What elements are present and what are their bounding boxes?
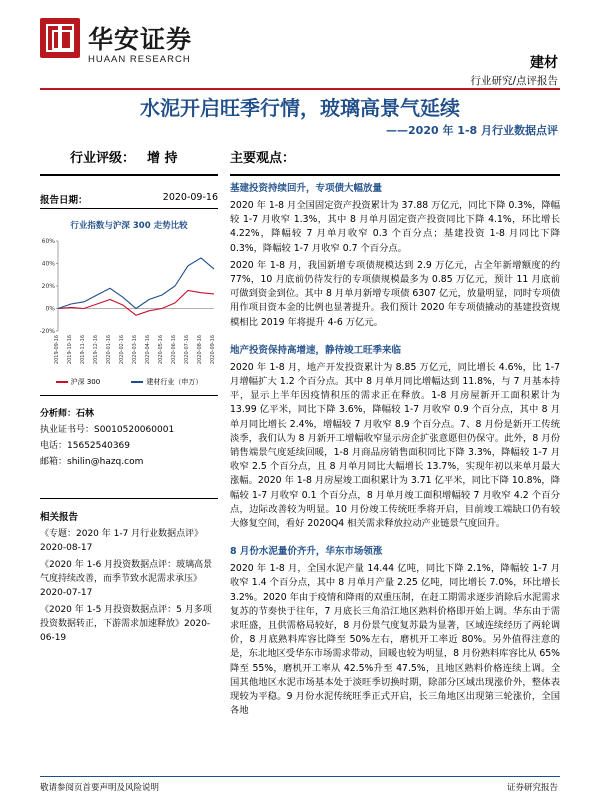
section-paragraph: 2020 年 1-8 月，我国新增专项债规模达到 2.9 万亿元，占全年新增额度的约 77%，10 月底前仍待发行的专项债规模最多为 0.85 万亿元，预计 11 月底前可做到资金到位。其中 8 月单月新增专项债 6307 亿元，放量明显，同时专项债用作项目资本金的比例也显著提升。我们预计 2020 年专项债撬动的基建投资规模相比 2019 年将提升 4-6 万亿元。 bbox=[230, 259, 560, 328]
x-tick-label: 2020-05-16 bbox=[158, 335, 164, 365]
related-reports-heading: 相关报告 bbox=[40, 512, 79, 523]
rating-value: 增 持 bbox=[147, 151, 178, 166]
cert-row bbox=[40, 422, 218, 438]
rating-divider bbox=[40, 174, 218, 176]
related-report-item[interactable] bbox=[40, 527, 218, 555]
chart-title: 行业指数与沪深 300 走势比较 bbox=[70, 221, 188, 231]
y-tick-label: 0% bbox=[45, 305, 55, 313]
x-tick-label: 2020-07-16 bbox=[184, 335, 190, 365]
header-divider bbox=[40, 88, 560, 90]
cert-label: 执业证书号： bbox=[40, 425, 95, 435]
phone-row bbox=[40, 438, 218, 454]
report-date-value: 2020-09-16 bbox=[162, 192, 218, 203]
legend-swatch-building-materials bbox=[131, 381, 143, 383]
email-address[interactable]: shilin@hazq.com bbox=[67, 457, 144, 467]
x-tick-label: 2019-09-16 bbox=[54, 335, 60, 365]
series-line-1 bbox=[58, 258, 214, 309]
sidebar-column bbox=[40, 148, 218, 648]
legend-item-building-materials bbox=[131, 377, 202, 387]
legend-item-hs300 bbox=[56, 377, 101, 387]
phone-number: 15652540369 bbox=[67, 441, 131, 451]
seal-icon bbox=[40, 18, 80, 58]
analyst-name: 石林 bbox=[76, 409, 95, 419]
document-type: 行业研究/点评报告 bbox=[470, 75, 558, 87]
section-paragraph: 2020 年 1-8 月，地产开发投资累计为 8.85 万亿元，同比增长 4.6%，比 1-7 月增幅扩大 1.2 个百分点。其中 8 月单月同比增幅达到 11.8%，与 7 月基本持平，显示上半年因疫情积压的需求正在释放。1-8 月房屋新开工面积累计为 13.99 亿平米，同比下降 3.6%，降幅较 1-7 月收窄 0.9 个百分点，其中 8 月单月同比增长 2.4%，增幅较 7 月收窄 8.9 个百分点。7、8 月份是新开工传统淡季，我们认为 8 月新开工增幅收窄显示房企扩张意愿但仍保守。此外，8 月份销售端景气度延续回暖，1-8 月商品房销售面积同比下降 3.3%，降幅较 1-7 月收窄 2.5 个百分点，且 8 月单月同比大幅增长 13.7%，实现年初以来单月最大涨幅。2020 年 1-8 月房屋竣工面积累计为 3.71 亿平米，同比下降 10.8%，降幅较 1-7 月收窄 0.1 个百分点，8 月单月竣工面积增幅较 7 月收窄 4.2 个百分点，边际改善较为明显。10 月份竣工传统旺季将开启，目前竣工端缺口仍有较大修复空间，看好 2020Q4 相关需求释放拉动产业链景气度回升。 bbox=[230, 361, 560, 530]
related-report-title: 《专题：2020 年 1-7 月行业数据点评》 bbox=[40, 529, 204, 539]
footer-disclaimer: 敬请参阅页首要声明及风险说明 bbox=[40, 783, 160, 793]
x-tick-label: 2020-02-16 bbox=[119, 335, 125, 365]
main-content bbox=[230, 148, 560, 719]
index-chart-svg bbox=[40, 235, 218, 375]
footer-company: 证券研究报告 bbox=[506, 783, 558, 793]
report-date bbox=[40, 192, 218, 206]
x-tick-label: 2019-11-16 bbox=[80, 335, 86, 365]
x-tick-label: 2019-12-16 bbox=[93, 335, 99, 365]
y-tick-label: -20% bbox=[40, 328, 55, 335]
report-subtitle: ——2020 年 1-8 月行业数据点评 bbox=[386, 124, 558, 137]
rating-label: 行业评级： bbox=[70, 151, 136, 166]
section-paragraph: 2020 年 1-8 月，全国水泥产量 14.44 亿吨，同比下降 2.1%，降幅较 1-7 月收窄 1.4 个百分点，其中 8 月单月产量 2.25 亿吨，同比增长 7.0%，环比增长 3.2%。2020 年由于疫情和降雨的双重压制，在赶工期需求逐步消除后水泥需求复苏的节奏快于往年，7 月底长三角沿江地区熟料价格即开始上调。华东由于需求旺盛，且供需格局较好，8 月份景气度复苏最为显著，区域连续经历了两轮调价，8 月底熟料库容比降至 50%左右，磨机开工率近 80%。另外值得注意的是，东北地区受华东市场需求带动，回暖也较为明显，8 月份熟料库容比从 65%降至 55%，磨机开工率从 42.5%升至 47.5%，且地区熟料价格连续上调。全国其他地区水泥市场基本处于淡旺季切换时期，除部分区域出现涨价外，整体表现较为平稳。9 月份水泥传统旺季正式开启，长三角地区出现第三轮涨价，全国各地 bbox=[230, 563, 560, 717]
x-tick-label: 2020-04-16 bbox=[145, 335, 151, 365]
analyst-info bbox=[40, 406, 218, 470]
chart-divider bbox=[40, 395, 218, 396]
section-heading-infrastructure: 基建投资持续回升，专项债大幅放量 bbox=[230, 183, 383, 194]
x-tick-label: 2020-06-16 bbox=[171, 335, 177, 365]
footer-divider bbox=[40, 776, 560, 777]
legend-label-building-materials: 建材行业（申万） bbox=[146, 378, 203, 386]
related-report-item[interactable] bbox=[40, 558, 218, 600]
related-reports-list bbox=[40, 527, 218, 645]
x-tick-label: 2019-10-16 bbox=[67, 335, 73, 365]
x-tick-label: 2020-09-16 bbox=[210, 335, 216, 365]
related-report-item[interactable] bbox=[40, 603, 218, 645]
main-points-heading: 主要观点： bbox=[230, 151, 296, 166]
x-tick-label: 2020-03-16 bbox=[132, 335, 138, 365]
y-tick-label: 20% bbox=[41, 283, 55, 290]
y-tick-label: 60% bbox=[41, 238, 55, 245]
y-tick-label: 40% bbox=[41, 260, 55, 268]
cert-number: S0010520060001 bbox=[94, 425, 175, 435]
email-label: 邮箱： bbox=[40, 457, 68, 467]
brand-name-en: HUAAN RESEARCH bbox=[88, 54, 191, 65]
report-title: 水泥开启旺季行情，玻璃高景气延续 bbox=[140, 96, 460, 120]
x-tick-label: 2020-01-16 bbox=[106, 335, 112, 365]
series-line-0 bbox=[58, 291, 214, 316]
date-divider bbox=[40, 208, 218, 209]
report-date-label: 报告日期： bbox=[40, 195, 88, 206]
related-report-title: 《2020 年 1-5 月投资数据点评：5 月多项投资数据转正，下游需求加速释放》 bbox=[40, 605, 212, 629]
related-report-date: 2020-08-17 bbox=[40, 543, 93, 553]
chart-legend bbox=[40, 377, 218, 387]
phone-label: 电话： bbox=[40, 441, 68, 451]
industry-category: 建材 bbox=[530, 55, 558, 71]
legend-label-hs300: 沪深 300 bbox=[70, 378, 101, 386]
analyst-divider bbox=[40, 498, 218, 499]
brand-name-cn: 华安证券 bbox=[88, 25, 193, 54]
related-report-date: 2020-06-19 bbox=[40, 619, 211, 643]
related-report-date: 2020-07-17 bbox=[40, 588, 93, 598]
industry-rating bbox=[40, 148, 218, 170]
company-logo bbox=[40, 18, 240, 74]
email-row bbox=[40, 454, 218, 470]
main-points-divider bbox=[230, 174, 560, 176]
analyst-label: 分析师： bbox=[40, 409, 77, 419]
section-paragraph: 2020 年 1-8 月全国固定资产投资累计为 37.88 万亿元，同比下降 0.3%，降幅较 1-7 月收窄 1.3%，其中 8 月单月固定资产投资同比下降 4.1%，环比增长 4.22%，降幅较 7 月单月收窄 0.3 个百分点；基建投资 1-8 月同比下降 0.3%，降幅较 1-7 月收窄 0.7 个百分点。 bbox=[230, 200, 560, 254]
legend-swatch-hs300 bbox=[56, 381, 68, 383]
x-tick-label: 2020-08-16 bbox=[197, 335, 203, 365]
section-heading-real-estate: 地产投资保持高增速，静待竣工旺季来临 bbox=[230, 344, 402, 356]
index-chart bbox=[40, 235, 218, 375]
related-report-title: 《2020 年 1-6 月投资数据点评：玻璃高景气度持续改善，而季节致水泥需求承压》 bbox=[40, 560, 213, 584]
analyst-row bbox=[40, 406, 218, 422]
section-heading-cement: 8 月份水泥量价齐升，华东市场领涨 bbox=[230, 546, 383, 558]
